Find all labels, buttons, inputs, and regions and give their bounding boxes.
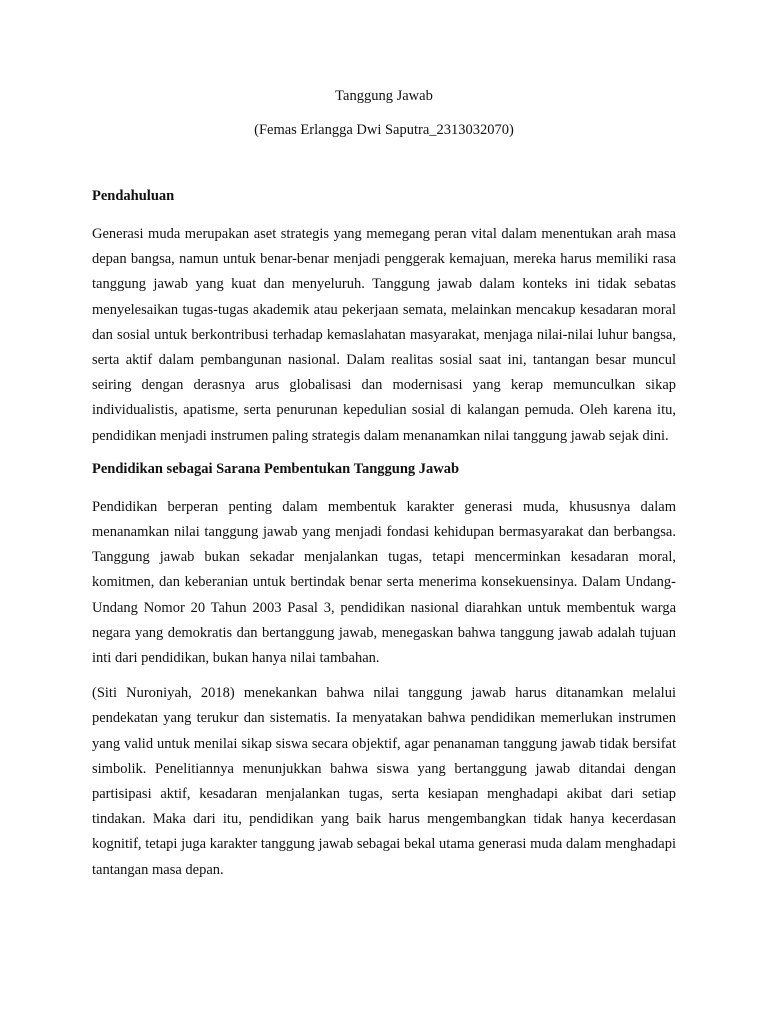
paragraph: Generasi muda merupakan aset strategis yang memegang peran vital dalam menentukan arah masa depan bangsa, namun untuk benar-benar menjadi penggerak kemajuan, mereka harus memiliki rasa tanggung jawab yang kuat dan menyeluruh. Tanggung jawab dalam konteks ini tidak sebatas menyelesaikan tugas-tugas akademik atau pekerjaan semata, melainkan mencakup kesadaran moral dan sosial untuk berkontribusi terhadap kemaslahatan masyarakat, menjaga nilai-nilai luhur bangsa, serta aktif dalam pembangunan nasional. Dalam realitas sosial saat ini, tantangan besar muncul seiring dengan derasnya arus globalisasi dan modernisasi yang kerap memunculkan sikap individualistis, apatisme, serta penurunan kepedulian sosial di kalangan pemuda. Oleh karena itu, pendidikan menjadi instrumen paling strategis dalam menanamkan nilai tanggung jawab sejak dini. — [92, 226, 676, 444]
document-title: Tanggung Jawab — [335, 88, 433, 104]
section-introduction — [92, 186, 676, 449]
section-heading: Pendidikan sebagai Sarana Pembentukan Tanggung Jawab — [92, 460, 460, 477]
section-heading: Pendahuluan — [92, 188, 175, 204]
section-education — [92, 459, 676, 883]
document-page — [92, 86, 676, 893]
document-author: (Femas Erlangga Dwi Saputra_2313032070) — [254, 122, 514, 138]
paragraph: (Siti Nuroniyah, 2018) menekankan bahwa nilai tanggung jawab harus ditanamkan melalui pendekatan yang terukur dan sistematis. Ia menyatakan bahwa pendidikan memerlukan instrumen yang valid untuk menilai sikap siswa secara objektif, agar penanaman tanggung jawab tidak bersifat simbolik. Penelitiannya menunjukkan bahwa siswa yang bertanggung jawab ditandai dengan partisipasi aktif, kesadaran menjalankan tugas, serta kesiapan menghadapi akibat dari setiap tindakan. Maka dari itu, pendidikan yang baik harus mengembangkan tidak hanya kecerdasan kognitif, tetapi juga karakter tanggung jawab sebagai bekal utama generasi muda dalam menghadapi tantangan masa depan. — [92, 685, 676, 878]
paragraph: Pendidikan berperan penting dalam membentuk karakter generasi muda, khususnya dalam menanamkan nilai tanggung jawab yang menjadi fondasi kehidupan bermasyarakat dan berbangsa. Tanggung jawab bukan sekadar menjalankan tugas, tetapi mencerminkan kesadaran moral, komitmen, dan keberanian untuk bertindak benar serta menerima konsekuensinya. Dalam Undang-Undang Nomor 20 Tahun 2003 Pasal 3, pendidikan nasional diarahkan untuk membentuk warga negara yang demokratis dan bertanggung jawab, menegaskan bahwa tanggung jawab adalah tujuan inti dari pendidikan, bukan hanya nilai tambahan. — [92, 498, 676, 667]
